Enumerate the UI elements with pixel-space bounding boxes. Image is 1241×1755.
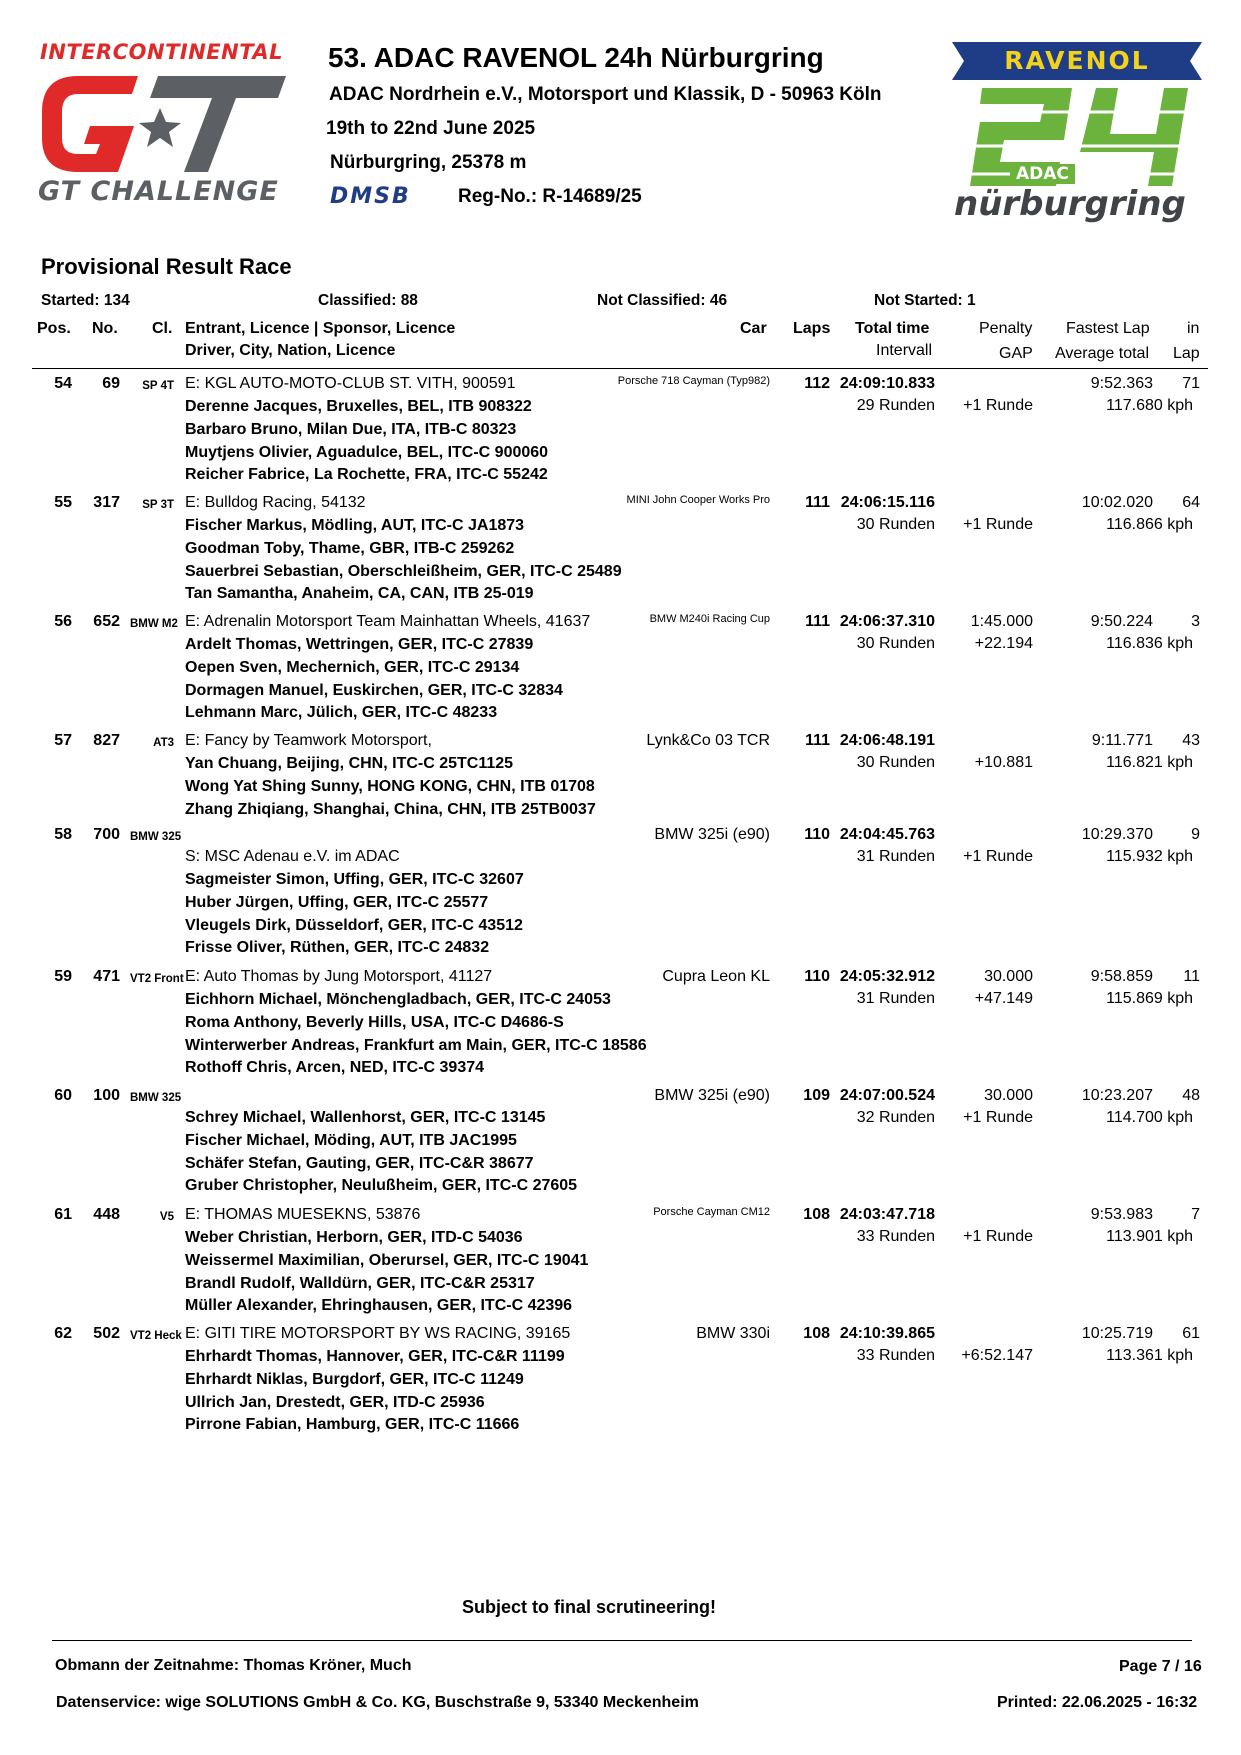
total-time: 24:06:37.310 [839,613,935,630]
event-dates: 19th to 22nd June 2025 [326,118,536,139]
driver: Vleugels Dirk, Düsseldorf, GER, ITC-C 43512 [185,916,523,934]
fastest-lap: 10:29.370 [1081,826,1153,843]
fastest-lap: 10:02.020 [1081,494,1153,511]
average-speed: 113.361 kph [1106,1347,1193,1364]
total-time: 24:06:48.191 [839,732,935,749]
car-number: 652 [93,613,120,630]
driver: Huber Jürgen, Uffing, GER, ITC-C 25577 [185,894,489,911]
driver: Sauerbrei Sebastian, Oberschleißheim, GER, ITC-C 25489 [185,562,622,580]
driver: Gruber Christopher, Neulußheim, GER, ITC-C 27605 [185,1177,578,1194]
position: 61 [54,1206,72,1223]
driver: Ullrich Jan, Drestedt, GER, ITD-C 25936 [185,1393,485,1411]
class: VT2 Heck [130,1330,182,1342]
fastest-lap: 9:50.224 [1090,613,1153,630]
col-laps: Laps [793,320,831,337]
total-time: 24:05:32.912 [839,968,935,985]
entrant: E: GITI TIRE MOTORSPORT BY WS RACING, 39165 [185,1325,571,1342]
total-time: 24:09:10.833 [839,375,935,392]
fastest-lap: 9:52.363 [1090,375,1153,392]
laps: 108 [803,1325,830,1342]
col-penalty: Penalty [979,320,1033,337]
laps: 111 [805,494,830,511]
gap: +22.194 [974,635,1033,652]
total-time: 24:06:15.116 [840,494,935,511]
page-number: Page 7 / 16 [1119,1658,1202,1675]
itc-logo [38,40,288,210]
average-speed: 117.680 kph [1106,397,1193,414]
ravenol-24h-logo [952,42,1202,232]
position: 59 [54,968,72,985]
driver: Frisse Oliver, Rüthen, GER, ITC-C 24832 [185,939,490,956]
fastest-lap-number: 11 [1183,968,1200,985]
car-number: 827 [93,732,120,749]
average-speed: 116.866 kph [1106,516,1193,533]
fastest-lap-number: 48 [1182,1087,1200,1104]
average-speed: 113.901 kph [1106,1228,1193,1245]
class: SP 4T [142,380,174,392]
interval: 32 Runden [856,1109,935,1126]
car-model: Cupra Leon KL [662,968,770,985]
col-gap: GAP [999,345,1033,362]
car-model: BMW 325i (e90) [654,1087,770,1104]
interval: 31 Runden [856,848,935,865]
entrant: E: Fancy by Teamwork Motorsport, [185,732,432,749]
driver: Zhang Zhiqiang, Shanghai, China, CHN, ITB 25TB0037 [185,800,596,818]
driver: Ehrhardt Niklas, Burgdorf, GER, ITC-C 11249 [185,1371,524,1388]
stat-started: Started: 134 [41,292,130,309]
itc-logo-bottom-text: GT CHALLENGE [38,176,279,207]
driver: Schrey Michael, Wallenhorst, GER, ITC-C 13145 [185,1109,546,1126]
car-model: Porsche Cayman CM12 [653,1206,770,1218]
driver: Müller Alexander, Ehringhausen, GER, ITC-C 42396 [185,1297,573,1314]
venue: Nürburgring, 25378 m [330,152,527,173]
class: VT2 Front [130,973,184,985]
interval: 31 Runden [856,990,935,1007]
driver: Ehrhardt Thomas, Hannover, GER, ITC-C&R 11199 [185,1348,565,1365]
driver: Rothoff Chris, Arcen, NED, ITC-C 39374 [185,1059,485,1076]
car-number: 100 [93,1087,120,1104]
class: AT3 [153,737,174,749]
driver: Fischer Michael, Möding, AUT, ITB JAC1995 [185,1132,517,1149]
col-entrant: Entrant, Licence | Sponsor, Licence [185,320,456,337]
position: 60 [54,1087,72,1104]
gap: +6:52.147 [961,1347,1033,1364]
printed-date: Printed: 22.06.2025 - 16:32 [997,1694,1198,1711]
fastest-lap: 10:23.207 [1081,1087,1153,1104]
fastest-lap-number: 9 [1191,826,1200,843]
average-speed: 116.821 kph [1106,754,1193,771]
car-model: BMW M240i Racing Cup [649,613,770,625]
interval: 30 Runden [856,516,935,533]
average-speed: 116.836 kph [1106,635,1193,652]
itc-logo-top-text: INTERCONTINENTAL [40,40,284,64]
gap: +1 Runde [963,397,1033,414]
header-rule [32,368,1208,369]
car-number: 502 [93,1325,120,1342]
driver: Yan Chuang, Beijing, CHN, ITC-C 25TC1125 [185,755,514,772]
entrant: E: Auto Thomas by Jung Motorsport, 41127 [185,968,493,985]
position: 55 [54,494,72,511]
fastest-lap: 9:58.859 [1090,968,1153,985]
interval: 30 Runden [856,754,935,771]
fastest-lap-number: 7 [1191,1206,1200,1223]
total-time: 24:07:00.524 [839,1087,935,1104]
average-speed: 115.869 kph [1106,990,1193,1007]
position: 58 [54,826,72,843]
driver: Reicher Fabrice, La Rochette, FRA, ITC-C 55242 [185,466,548,483]
gap: +1 Runde [963,1109,1033,1126]
car-model: Porsche 718 Cayman (Typ982) [617,375,770,387]
organizer: ADAC Nordrhein e.V., Motorsport und Klassik, D - 50963 Köln [329,84,882,105]
event-title: 53. ADAC RAVENOL 24h Nürburgring [328,42,824,73]
driver: Ardelt Thomas, Wettringen, GER, ITC-C 27839 [185,636,534,653]
col-pos: Pos. [37,320,71,337]
class: V5 [159,1211,174,1223]
driver: Dormagen Manuel, Euskirchen, GER, ITC-C 32834 [185,681,563,699]
driver: Muytjens Olivier, Aguadulce, BEL, ITC-C 900060 [185,443,549,461]
driver: Derenne Jacques, Bruxelles, BEL, ITB 908322 [185,398,532,415]
position: 57 [54,732,72,749]
entrant: E: KGL AUTO-MOTO-CLUB ST. VITH, 900591 [185,375,516,392]
position: 56 [54,613,72,630]
data-service: Datenservice: wige SOLUTIONS GmbH & Co. KG, Buschstraße 9, 53340 Meckenheim [56,1694,699,1711]
driver: Weissermel Maximilian, Oberursel, GER, ITC-C 19041 [185,1252,589,1269]
penalty: 30.000 [984,1087,1033,1104]
laps: 111 [805,732,830,749]
car-model: Lynk&Co 03 TCR [646,732,770,749]
ravenol-text: RAVENOL [1004,46,1150,75]
gap: +10.881 [974,754,1033,771]
col-total-time: Total time [855,320,930,337]
total-time: 24:04:45.763 [839,826,935,843]
laps: 111 [805,613,830,630]
driver: Schäfer Stefan, Gauting, GER, ITC-C&R 38677 [185,1154,534,1172]
adac-badge: ADAC [1010,164,1075,184]
fastest-lap: 9:53.983 [1090,1206,1153,1223]
gap: +1 Runde [963,848,1033,865]
average-speed: 114.700 kph [1106,1109,1193,1126]
fastest-lap: 10:25.719 [1081,1325,1153,1342]
class: BMW 325 [130,831,182,843]
scrutineering-note: Subject to final scrutineering! [462,1597,717,1617]
fastest-lap-number: 43 [1182,732,1200,749]
car-model: BMW 325i (e90) [654,826,770,843]
car-number: 317 [93,494,120,511]
interval: 29 Runden [856,397,935,414]
laps: 110 [804,826,830,843]
sponsor: S: MSC Adenau e.V. im ADAC [185,848,400,865]
driver: Goodman Toby, Thame, GBR, ITB-C 259262 [185,540,515,557]
class: BMW M2 [130,618,178,630]
driver: Barbaro Bruno, Milan Due, ITA, ITB-C 80323 [185,421,517,438]
driver: Roma Anthony, Beverly Hills, USA, ITC-C D4686-S [185,1014,564,1031]
timekeeper: Obmann der Zeitnahme: Thomas Kröner, Much [55,1657,412,1674]
driver: Winterwerber Andreas, Frankfurt am Main, GER, ITC-C 18586 [185,1036,647,1054]
car-model: BMW 330i [696,1325,770,1342]
position: 54 [54,375,72,392]
entrant: E: THOMAS MUESEKNS, 53876 [185,1206,421,1223]
section-title: Provisional Result Race [41,254,292,279]
gap: +1 Runde [963,516,1033,533]
penalty: 30.000 [984,968,1033,985]
laps: 108 [803,1206,830,1223]
col-intervall: Intervall [876,342,933,359]
nurburgring-text: nürburgring [954,184,1186,224]
total-time: 24:03:47.718 [839,1206,935,1223]
interval: 33 Runden [856,1347,935,1364]
col-car: Car [740,320,767,337]
laps: 110 [804,968,830,985]
entrant: E: Adrenalin Motorsport Team Mainhattan Wheels, 41637 [185,613,591,630]
average-speed: 115.932 kph [1106,848,1193,865]
itc-gt-mark-icon [38,68,288,178]
dmsb-logo: DMSB [330,184,411,209]
interval: 30 Runden [856,635,935,652]
entrant: E: Bulldog Racing, 54132 [185,494,366,511]
car-model: MINI John Cooper Works Pro [626,494,770,506]
car-number: 471 [93,968,120,985]
driver: Sagmeister Simon, Uffing, GER, ITC-C 32607 [185,871,524,888]
stat-classified: Classified: 88 [318,292,418,309]
col-lap: Lap [1173,345,1200,362]
reg-number: Reg-No.: R-14689/25 [458,186,642,207]
footer-rule [52,1640,1192,1641]
fastest-lap: 9:11.771 [1091,732,1153,749]
col-in: in [1187,320,1200,337]
fastest-lap-number: 3 [1191,613,1200,630]
driver: Wong Yat Shing Sunny, HONG KONG, CHN, ITB 01708 [185,778,595,795]
fastest-lap-number: 64 [1182,494,1200,511]
gap: +47.149 [974,990,1033,1007]
class: SP 3T [142,499,174,511]
col-fastest-lap: Fastest Lap [1066,320,1150,337]
position: 62 [54,1325,72,1342]
driver: Tan Samantha, Anaheim, CA, CAN, ITB 25-019 [185,585,534,602]
driver: Pirrone Fabian, Hamburg, GER, ITC-C 11666 [185,1416,520,1433]
car-number: 448 [93,1206,120,1223]
driver: Brandl Rudolf, Walldürn, GER, ITC-C&R 25317 [185,1274,535,1292]
col-driver: Driver, City, Nation, Licence [185,342,396,359]
driver: Lehmann Marc, Jülich, GER, ITC-C 48233 [185,704,498,721]
laps: 112 [804,375,830,392]
class: BMW 325 [130,1092,182,1104]
driver: Fischer Markus, Mödling, AUT, ITC-C JA1873 [185,517,525,534]
col-average-total: Average total [1055,345,1149,362]
stat-not-classified: Not Classified: 46 [597,292,728,309]
driver: Oepen Sven, Mechernich, GER, ITC-C 29134 [185,659,520,676]
number-24-icon [960,82,1200,192]
col-class: Cl. [152,320,173,337]
laps: 109 [803,1087,830,1104]
fastest-lap-number: 61 [1182,1325,1200,1342]
car-number: 700 [93,826,120,843]
driver: Weber Christian, Herborn, GER, ITD-C 54036 [185,1229,523,1246]
stat-not-started: Not Started: 1 [874,292,976,309]
gap: +1 Runde [963,1228,1033,1245]
col-no: No. [92,320,118,337]
total-time: 24:10:39.865 [839,1325,935,1342]
car-number: 69 [102,375,120,392]
interval: 33 Runden [856,1228,935,1245]
driver: Eichhorn Michael, Mönchengladbach, GER, ITC-C 24053 [185,991,611,1008]
penalty: 1:45.000 [970,613,1033,630]
fastest-lap-number: 71 [1182,375,1200,392]
